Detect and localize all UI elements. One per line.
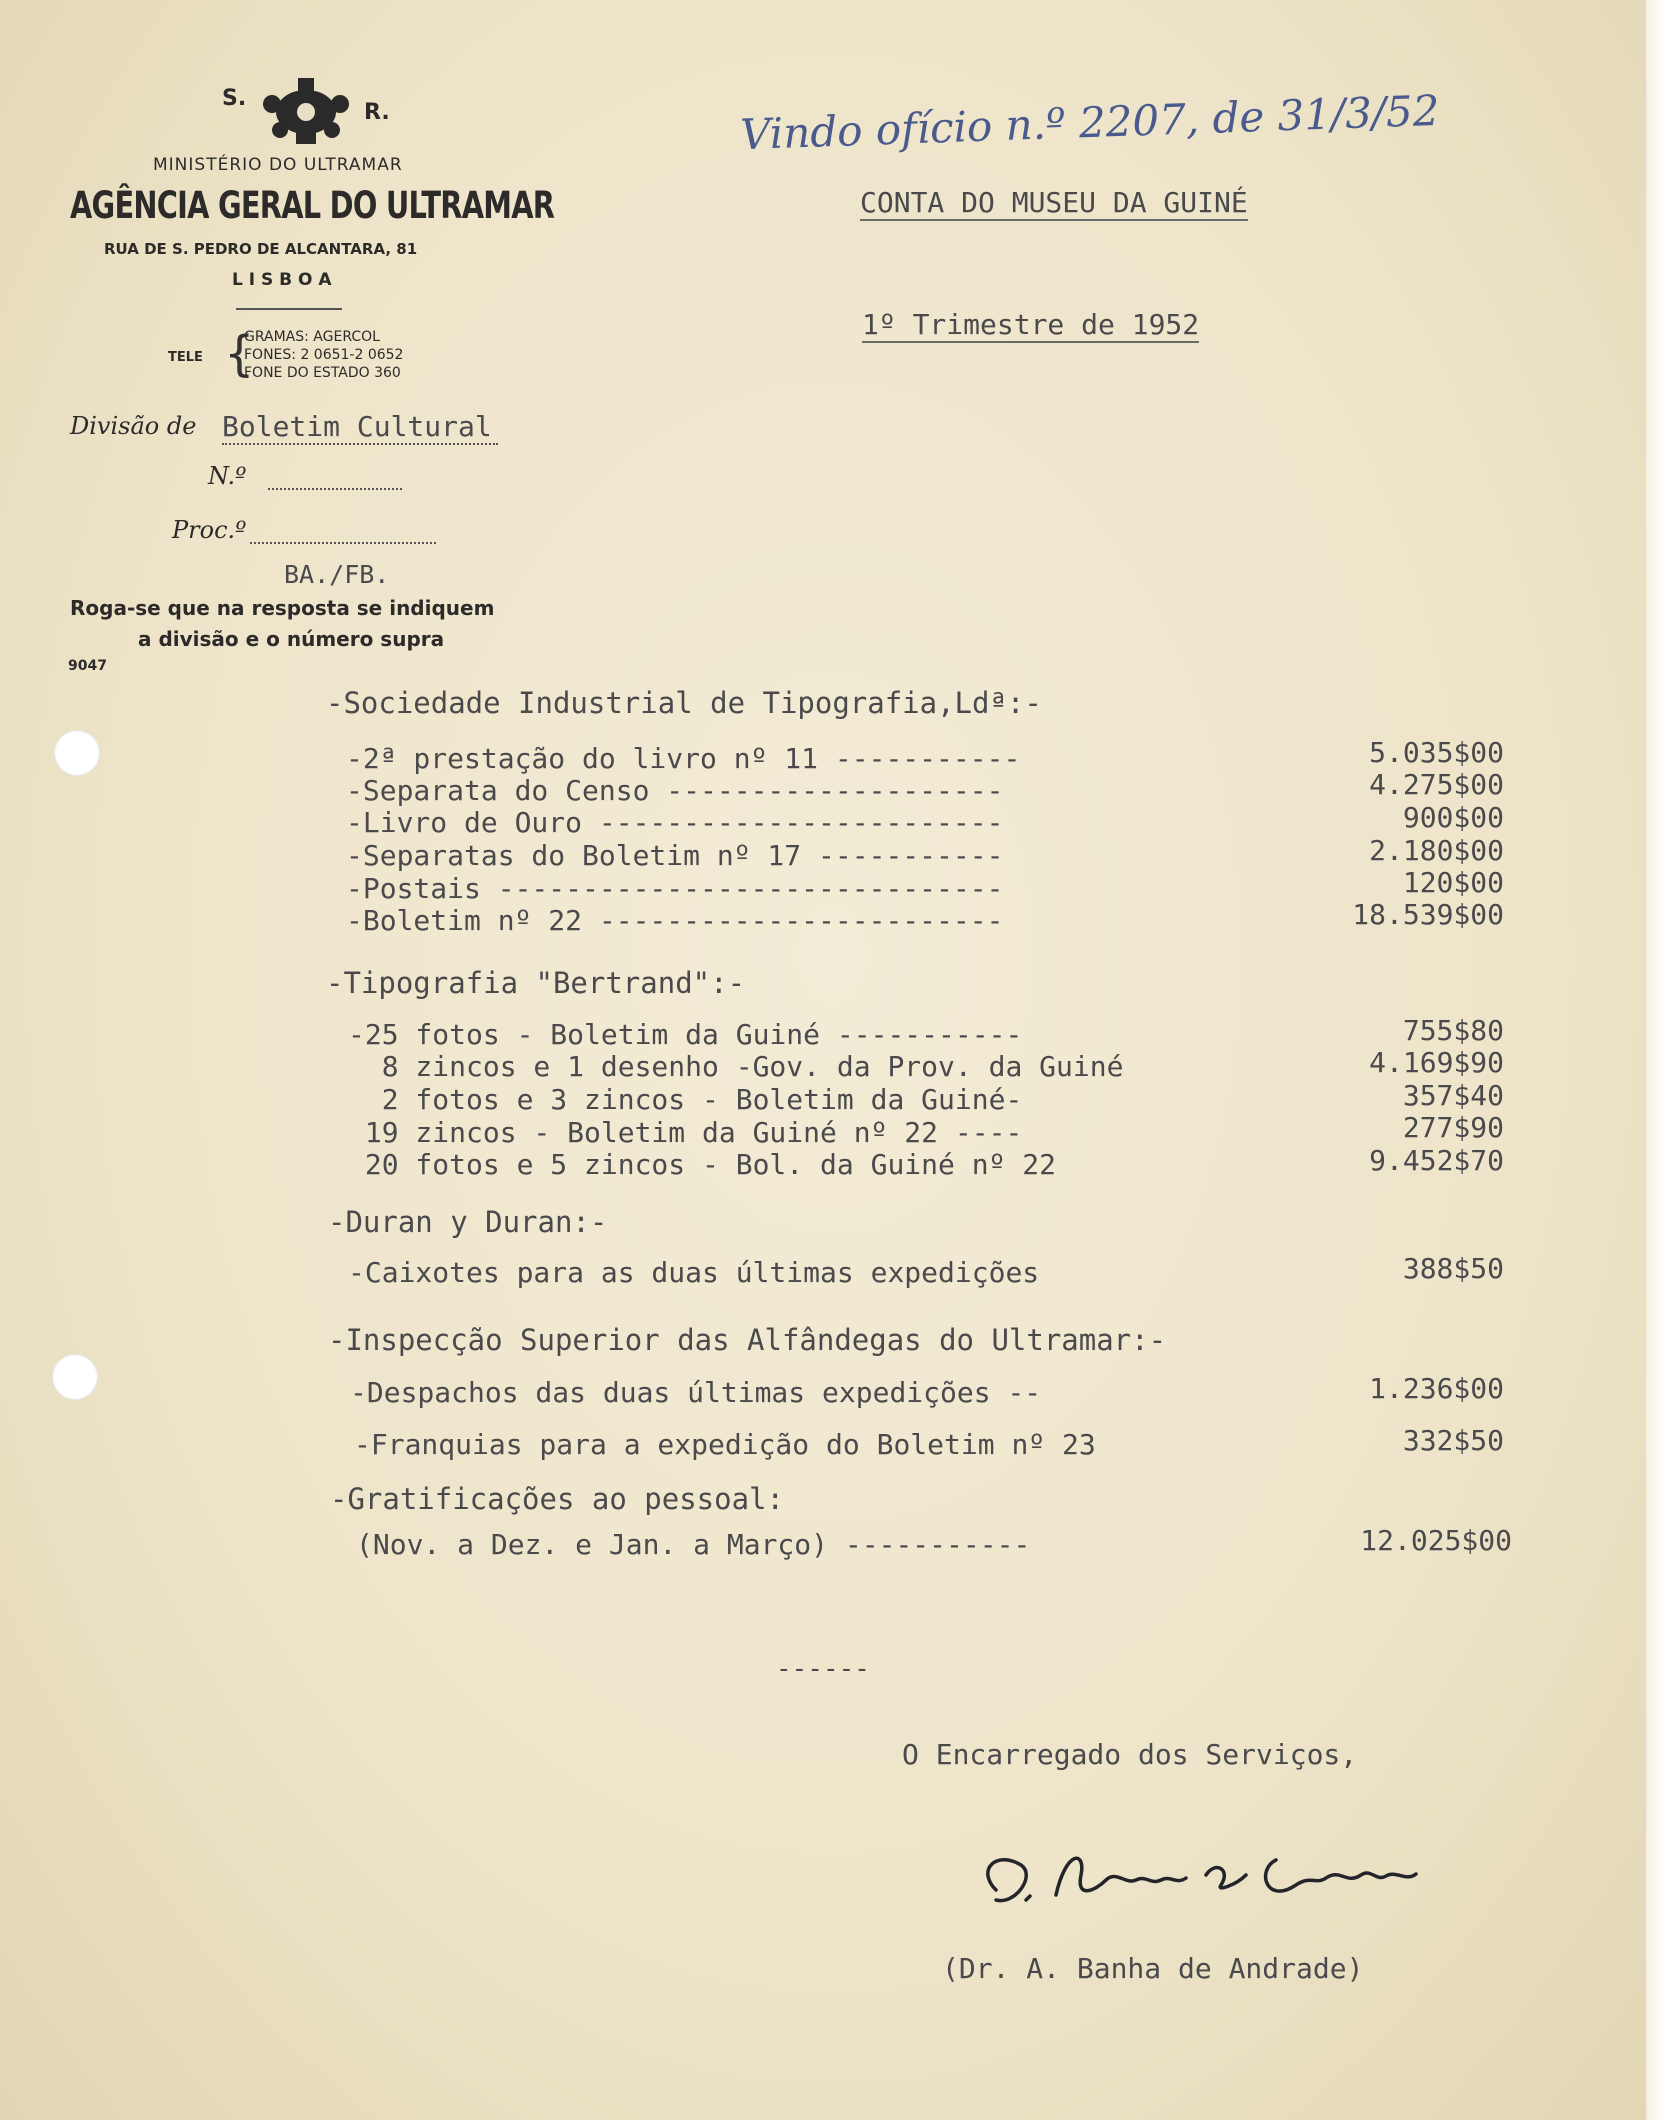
ministry-line: MINISTÉRIO DO ULTRAMAR (153, 155, 403, 175)
divisao-label: Divisão de (70, 412, 197, 440)
item-amount: 755$80 (1402, 1014, 1504, 1047)
reference-code: BA./FB. (284, 560, 390, 589)
punch-hole (54, 730, 100, 776)
sr-right: R. (364, 100, 390, 125)
tele-fones: FONES: 2 0651-2 0652 (244, 347, 404, 363)
item-label: -Separata do Censo -------------------- (346, 774, 1004, 807)
item-label: 20 fotos e 5 zincos - Bol. da Guiné nº 22 (348, 1148, 1057, 1181)
item-amount: 9.452$70 (1369, 1144, 1504, 1177)
numero-field (268, 488, 402, 490)
agency-name: AGÊNCIA GERAL DO ULTRAMAR (70, 184, 555, 227)
section-heading-bertrand: -Tipografia "Bertrand":- (326, 966, 746, 1000)
agency-address: RUA DE S. PEDRO DE ALCANTARA, 81 (104, 240, 418, 258)
tele-lines (244, 328, 403, 382)
agency-city: L I S B O A (232, 270, 332, 290)
section-heading-sociedade: -Sociedade Industrial de Tipografia,Ldª:- (326, 686, 1042, 720)
page-edge (1646, 0, 1664, 2120)
item-amount: 12.025$00 (1360, 1524, 1512, 1557)
item-amount: 357$40 (1402, 1079, 1504, 1112)
punch-hole (52, 1354, 98, 1400)
item-label: -Despachos das duas últimas expedições -- (350, 1376, 1042, 1409)
tele-brace: { (224, 326, 255, 382)
item-label: -Postais ------------------------------ (346, 872, 1004, 905)
item-amount: 4.169$90 (1369, 1046, 1504, 1079)
item-label: 8 zincos e 1 desenho -Gov. da Prov. da Guiné (348, 1050, 1124, 1083)
item-amount: 2.180$00 (1369, 834, 1504, 867)
proc-field (250, 542, 436, 544)
reply-request-line1: Roga-se que na resposta se indiquem (70, 596, 495, 620)
item-label: -Boletim nº 22 ------------------------ (346, 904, 1004, 937)
item-amount: 388$50 (1402, 1252, 1504, 1285)
tele-label: TELE (168, 350, 203, 365)
numero-label: N.º (208, 462, 247, 490)
signatory-name: (Dr. A. Banha de Andrade) (942, 1952, 1364, 1985)
item-amount: 18.539$00 (1352, 898, 1504, 931)
tele-estado: FONE DO ESTADO 360 (244, 365, 401, 381)
item-amount: 5.035$00 (1369, 736, 1504, 769)
item-label: -25 fotos - Boletim da Guiné ----------- (348, 1018, 1023, 1051)
handwritten-note: Vindo ofício n.º 2207, de 31/3/52 (739, 85, 1441, 160)
section-heading-duran: -Duran y Duran:- (328, 1205, 608, 1239)
letterhead-divider (236, 308, 342, 310)
item-amount: 1.236$00 (1369, 1372, 1504, 1405)
item-label: -Livro de Ouro ------------------------ (346, 806, 1004, 839)
item-amount: 332$50 (1402, 1424, 1504, 1457)
item-label: -Franquias para a expedição do Boletim nº 23 (354, 1428, 1096, 1461)
separator-dashes: ------ (776, 1654, 870, 1684)
item-label: 2 fotos e 3 zincos - Boletim da Guiné- (348, 1083, 1023, 1116)
item-amount: 4.275$00 (1369, 768, 1504, 801)
proc-label: Proc.º (172, 516, 247, 544)
item-amount: 277$90 (1402, 1111, 1504, 1144)
closing-line: O Encarregado dos Serviços, (902, 1738, 1358, 1771)
divisao-value: Boletim Cultural (222, 410, 498, 445)
coat-of-arms-emblem (262, 74, 350, 148)
reply-request-line2: a divisão e o número supra (138, 627, 445, 651)
item-label: -Caixotes para as duas últimas expedições (348, 1256, 1040, 1289)
print-code: 9047 (68, 658, 107, 674)
item-label: -Separatas do Boletim nº 17 ----------- (346, 839, 1004, 872)
item-label: (Nov. a Dez. e Jan. a Março) ----------- (356, 1528, 1031, 1561)
item-amount: 900$00 (1402, 801, 1504, 834)
tele-gramas: GRAMAS: AGERCOL (244, 329, 380, 345)
sr-left: S. (222, 86, 247, 111)
period: 1º Trimestre de 1952 (862, 308, 1200, 341)
document-title: CONTA DO MUSEU DA GUINÉ (860, 186, 1248, 219)
item-label: -2ª prestação do livro nº 11 ----------- (346, 742, 1021, 775)
section-heading-gratificacoes: -Gratificações ao pessoal: (330, 1482, 784, 1516)
handwritten-signature (966, 1830, 1526, 1930)
item-label: 19 zincos - Boletim da Guiné nº 22 ---- (348, 1116, 1023, 1149)
section-heading-alfandegas: -Inspecção Superior das Alfândegas do Ultramar:- (328, 1323, 1167, 1357)
item-amount: 120$00 (1402, 866, 1504, 899)
